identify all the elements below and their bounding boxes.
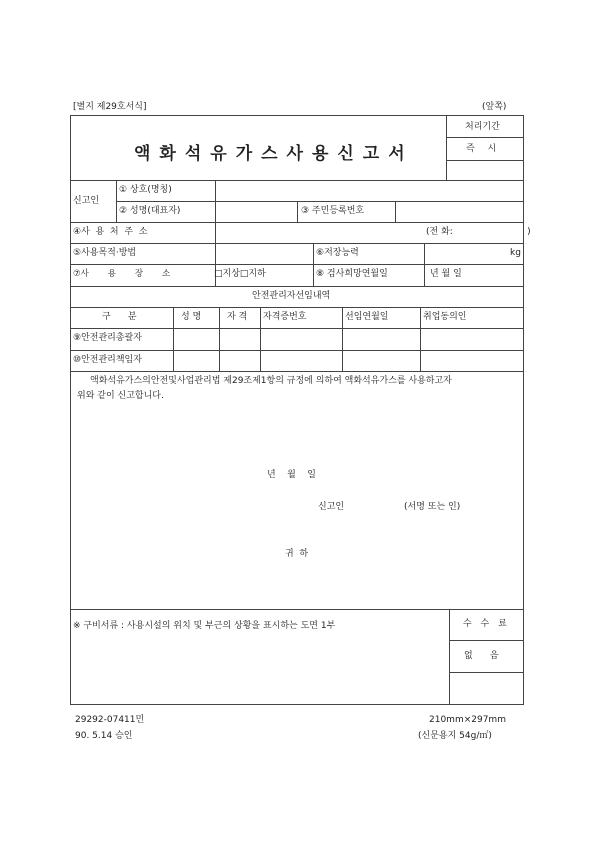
usage-purpose-label: ⑤사용목적·방법 [73, 248, 137, 258]
usage-address-label: ④사 용 처 주 소 [73, 227, 148, 237]
safety-col-category: 구 분 [102, 312, 137, 322]
safety-row-general-manager: ⑨안전관리총괄자 [73, 333, 142, 343]
safety-col-consent: 취업동의인 [423, 312, 467, 322]
business-name-label: ① 상호(명칭) [119, 185, 172, 195]
form-number: [별지 제29호서식] [73, 102, 147, 112]
declaration-signer: 신고인 [318, 502, 345, 512]
safety-col-qualification: 자 격 [227, 312, 248, 322]
declaration-text-line2: 위와 같이 신고합니다. [77, 391, 164, 401]
usage-location-label: ⑦사 용 장 소 [73, 269, 171, 279]
processing-period-label: 처리기간 [465, 122, 500, 132]
form-code: 29292-07411민 [75, 715, 145, 725]
declaration-text-line1: 액화석유가스의안전및사업관리법 제29조제1항의 규정에 의하여 액화석유가스를 사용하고자 [90, 376, 452, 386]
paper-size: 210mm×297mm [429, 715, 506, 725]
inspection-date-label: ⑧ 검사희망연월일 [316, 269, 388, 279]
form-title: 액화석유가스사용신고서 [134, 144, 414, 164]
fee-value: 없 음 [464, 651, 499, 661]
required-documents: ※ 구비서류 : 사용시설의 위치 및 부근의 상황을 표시하는 도면 1부 [73, 621, 336, 631]
location-options: □지상□지하 [214, 269, 266, 279]
approval-date: 90. 5.14 승인 [75, 731, 133, 741]
fee-label: 수 수 료 [463, 619, 507, 629]
resident-number-label: ③ 주민등록번호 [301, 206, 365, 216]
phone-label: (전 화: ) [426, 227, 531, 237]
storage-capacity-label: ⑥저장능력 [316, 248, 359, 258]
safety-row-responsible-manager: ⑩안전관리책임자 [73, 355, 142, 365]
page-side: (앞쪽) [482, 102, 507, 112]
safety-col-license-number: 자격증번호 [263, 312, 307, 322]
declaration-signature: (서명 또는 인) [404, 502, 461, 512]
declaration-date: 년 월 일 [267, 470, 316, 480]
representative-name-label: ② 성명(대표자) [119, 206, 181, 216]
safety-col-appointment-date: 선임연월일 [345, 312, 389, 322]
unit-kg: kg [510, 248, 521, 258]
applicant-label: 신고인 [73, 196, 100, 206]
safety-section-title: 안전관리자선임내역 [252, 291, 331, 301]
declaration-addressee: 귀 하 [285, 549, 309, 559]
paper-type: (신문용지 54g/㎡) [418, 731, 492, 741]
inspection-date-value: 년 월 일 [430, 269, 462, 279]
safety-col-name: 성 명 [181, 312, 202, 322]
processing-period-value: 즉 시 [466, 144, 497, 154]
